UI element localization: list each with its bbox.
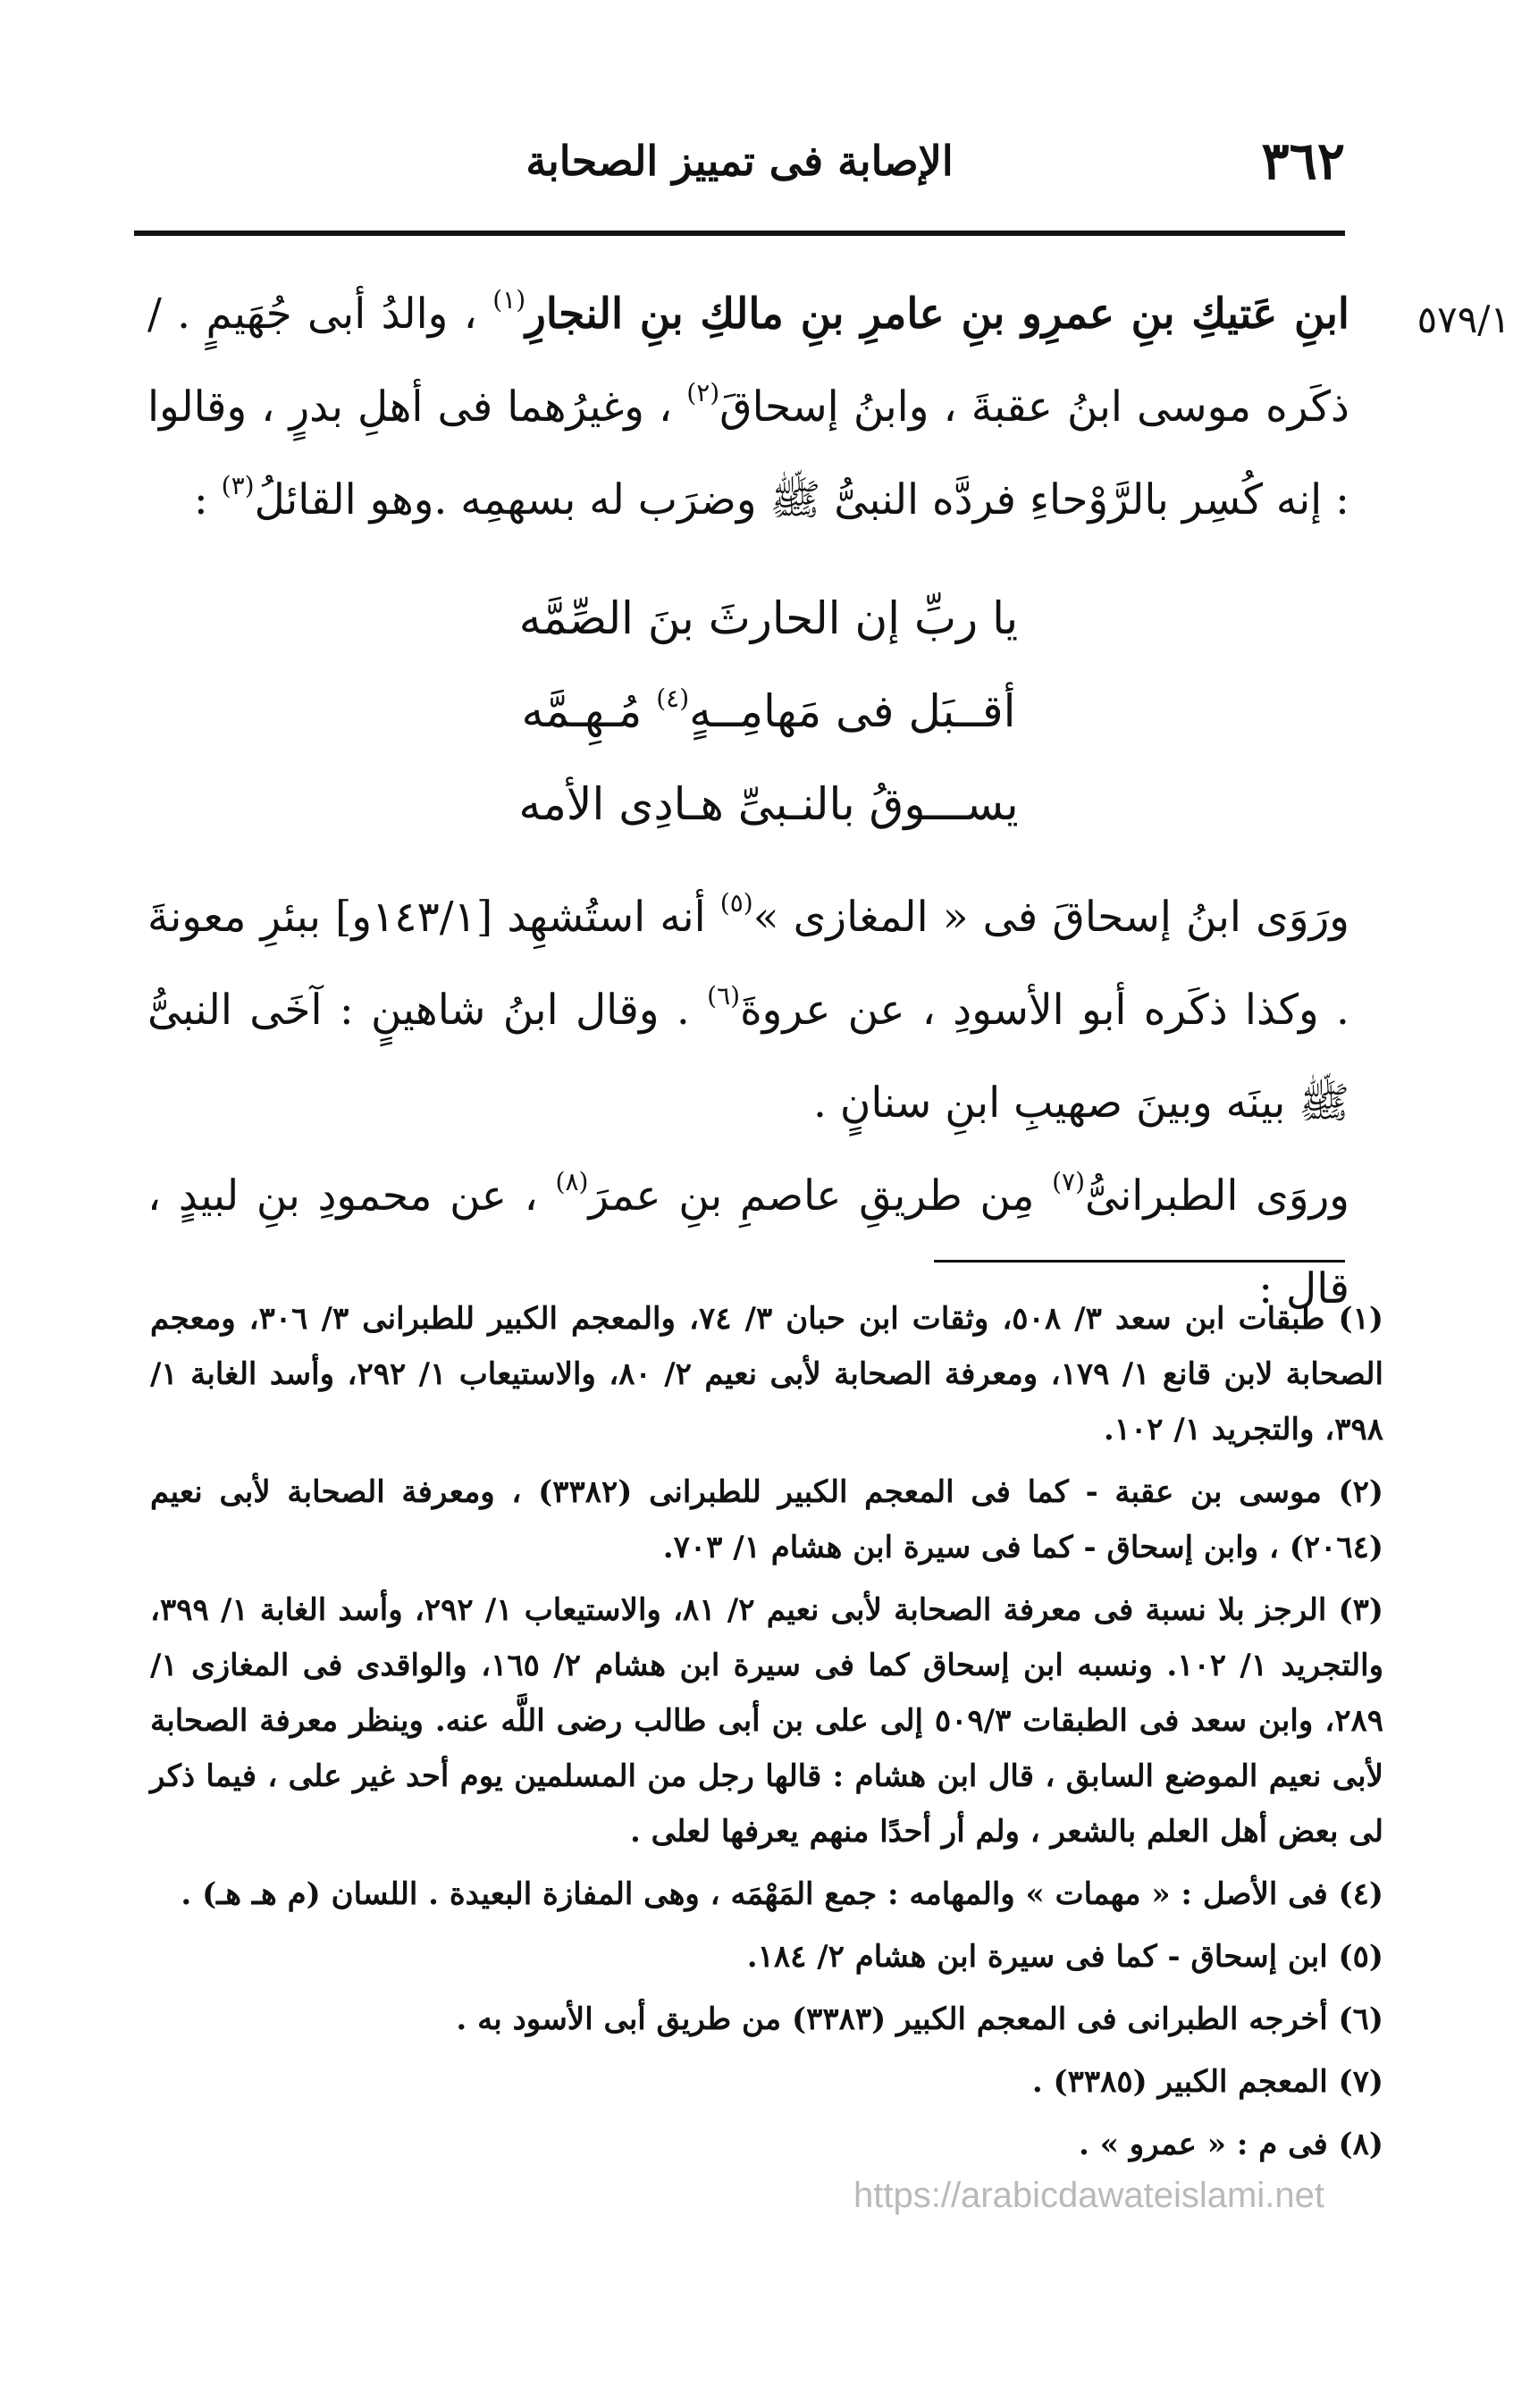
entry-paragraph [147, 268, 1349, 547]
poem-line-1: يا ربِّ إن الحارثَ بنَ الصِّمَّه [518, 592, 1019, 644]
footnote-ref-3: (٣) [221, 471, 255, 500]
entry-body-continued [147, 871, 1349, 1336]
footnote-ref-1: (١) [492, 285, 526, 315]
paragraph-3-a: وروَى الطبرانىُّ [1085, 1171, 1349, 1221]
poem-line-2 [429, 665, 1108, 758]
entry-text-1: ، والدُ أبى جُهَيمٍ . / ذكَره موسى ابنُ عقبةَ ، وابنُ إسحاقَ [147, 289, 1349, 432]
footnote-rule [934, 1260, 1345, 1263]
footnote-8: (٨) فى م : « عمرو » . [1079, 2127, 1383, 2162]
footnote-4: (٤) فى الأصل : « مهمات » والمهامه : جمع المَهْمَه ، وهى المفازة البعيدة . اللسان (م هـ هـ) . [181, 1876, 1383, 1912]
poem-line-2-a: أقــبَل فى مَهامِــهٍ [689, 685, 1016, 737]
footnote-2: (٢) موسى بن عقبة - كما فى المعجم الكبير للطبرانى (٣٣٨٢) ، ومعرفة الصحابة لأبى نعيم (٢٠٦٤) ، وابن إسحاق - كما فى سيرة ابن هشام ١/ ٧٠٣. [150, 1474, 1383, 1565]
footnote-ref-5: (٥) [719, 888, 753, 918]
page-number: ٣٦٢ [1261, 130, 1345, 191]
poem [429, 572, 1108, 851]
entry-number: ٥٧٩/١ [1417, 298, 1510, 341]
watermark-url: https://arabicdawateislami.net [853, 2176, 1324, 2215]
paragraph-2-b: أنه استُشهِد [١٤٣/١و] ببئرِ معونةَ . وكذا ذكَره أبو الأسودِ ، عن عروةَ [147, 893, 1349, 1035]
footnote-3: (٣) الرجز بلا نسبة فى معرفة الصحابة لأبى نعيم ٢/ ٨١، والاستيعاب ١/ ٢٩٢، وأسد الغابة ١/ ٣٩٩، والتجريد ١/ ١٠٢. ونسبه ابن إسحاق كما فى سيرة ابن هشام ٢/ ١٦٥، والواقدى فى المغازى ١/ ٢٨٩، وابن سعد فى الطبقات ٥٠٩/٣ إلى على بن أبى طالب رضى اللَّه عنه. وينظر معرفة الصحابة لأبى نعيم الموضع السابق ، قال ابن هشام : قالها رجل من المسلمين يوم أحد غير على ، فيما ذكر لى بعض أهل العلم بالشعر ، ولم أر أحدًا منهم يعرفها لعلى . [150, 1592, 1384, 1850]
entry-text-2: ، وغيرُهما فى أهلِ بدرٍ ، وقالوا : إنه كُسِر بالرَّوْحاءِ فردَّه النبىُّ ﷺ وضرَب له بسهمِه .وهو القائلُ [147, 382, 1349, 524]
footnote-5: (٥) ابن إسحاق - كما فى سيرة ابن هشام ٢/ ١٨٤. [746, 1939, 1383, 1975]
footnote-ref-2: (٢) [686, 378, 720, 407]
paragraph-2-c: . وقال ابنُ شاهينٍ : آخَى النبىُّ ﷺ بينَه وبينَ صهيبِ ابنِ سنانٍ . [147, 986, 1349, 1128]
page-header [134, 130, 1345, 192]
entry-body [147, 268, 1349, 547]
paragraph-2 [147, 871, 1349, 1150]
paragraph-3-c: ، عن محمودِ بنِ لبيدٍ ، قال : [147, 1171, 1349, 1313]
footnote-ref-4: (٤) [656, 684, 690, 713]
footnotes [150, 1291, 1383, 2179]
footnote-6: (٦) أخرجه الطبرانى فى المعجم الكبير (٣٣٨٣) من طريق أبى الأسود به . [456, 2001, 1383, 2037]
poem-line-3: يســـوقُ بالنـبىِّ هـادِى الأمه [518, 778, 1019, 830]
footnote-ref-8: (٨) [555, 1167, 589, 1196]
footnote-1: (١) طبقات ابن سعد ٣/ ٥٠٨، وثقات ابن حبان ٣/ ٧٤، والمعجم الكبير للطبرانى ٣/ ٣٠٦، ومعجم الصحابة لابن قانع ١/ ١٧٩، ومعرفة الصحابة لأبى نعيم ٢/ ٨٠، والاستيعاب ١/ ٢٩٢، وأسد الغابة ١/ ٣٩٨، والتجريد ١/ ١٠٢. [150, 1301, 1383, 1447]
entry-text-3: : [193, 475, 208, 524]
footnote-7: (٧) المعجم الكبير (٣٣٨٥) . [1031, 2064, 1383, 2100]
paragraph-3-b: مِن طريقِ عاصمِ بنِ عمرَ [588, 1171, 1035, 1221]
footnote-ref-6: (٦) [707, 981, 741, 1011]
running-title: الإصابة فى تمييز الصحابة [525, 137, 954, 185]
paragraph-2-a: ورَوَى ابنُ إسحاقَ فى « المغازى » [752, 893, 1349, 942]
header-rule [134, 231, 1345, 236]
poem-line-2-b: مُـهِـمَّه [521, 685, 643, 737]
footnote-ref-7: (٧) [1052, 1167, 1086, 1196]
entry-name: ابنِ عَتيكِ بنِ عمرِو بنِ عامرِ بنِ مالكِ بنِ النجارِ [525, 289, 1349, 339]
